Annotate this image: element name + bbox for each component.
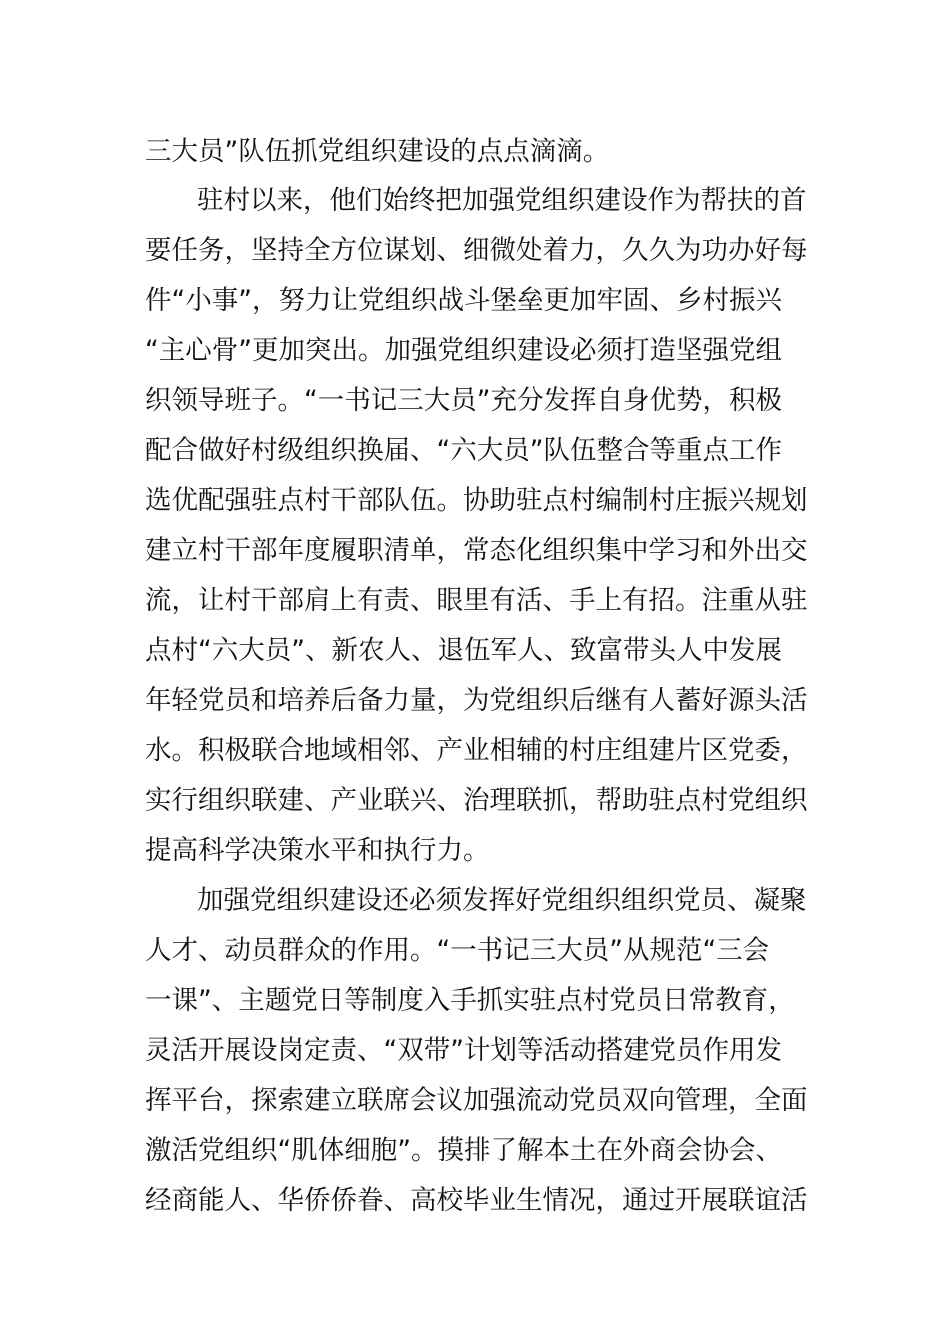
text-line: “主心骨”更加突出。加强党组织建设必须打造坚强党组 xyxy=(145,335,782,366)
paragraph-first-line: 驻村以来，他们始终把加强党组织建设作为帮扶的首 xyxy=(197,185,807,216)
text-line: 件“小事”，努力让党组织战斗堡垒更加牢固、乡村振兴 xyxy=(145,285,782,316)
text-line: 人才、动员群众的作用。“一书记三大员”从规范“三会 xyxy=(145,935,770,966)
text-line: 点村“六大员”、新农人、退伍军人、致富带头人中发展 xyxy=(145,635,782,666)
text-line: 要任务，坚持全方位谋划、细微处着力，久久为功办好每 xyxy=(145,235,808,266)
text-line: 配合做好村级组织换届、“六大员”队伍整合等重点工作 xyxy=(145,435,782,466)
text-line: 选优配强驻点村干部队伍。协助驻点村编制村庄振兴规划 xyxy=(145,485,808,516)
text-line: 一课”、主题党日等制度入手抓实驻点村党员日常教育， xyxy=(145,985,795,1016)
text-line: 年轻党员和培养后备力量，为党组织后继有人蓄好源头活 xyxy=(145,685,808,716)
text-line: 织领导班子。“一书记三大员”充分发挥自身优势，积极 xyxy=(145,385,782,416)
text-line: 经商能人、华侨侨眷、高校毕业生情况，通过开展联谊活 xyxy=(145,1185,808,1216)
text-line: 建立村干部年度履职清单，常态化组织集中学习和外出交 xyxy=(145,535,808,566)
text-line: 实行组织联建、产业联兴、治理联抓，帮助驻点村党组织 xyxy=(145,785,808,816)
text-line: 提高科学决策水平和执行力。 xyxy=(145,835,490,866)
text-line: 三大员”队伍抓党组织建设的点点滴滴。 xyxy=(145,136,610,167)
text-line: 挥平台，探索建立联席会议加强流动党员双向管理，全面 xyxy=(145,1085,808,1116)
text-line: 激活党组织“肌体细胞”。摸排了解本土在外商会协会、 xyxy=(145,1135,782,1166)
text-line: 灵活开展设岗定责、“双带”计划等活动搭建党员作用发 xyxy=(145,1035,782,1066)
paragraph-first-line: 加强党组织建设还必须发挥好党组织组织党员、凝聚 xyxy=(197,885,807,916)
text-line: 流，让村干部肩上有责、眼里有活、手上有招。注重从驻 xyxy=(145,585,808,616)
text-line: 水。积极联合地域相邻、产业相辅的村庄组建片区党委， xyxy=(145,735,808,766)
